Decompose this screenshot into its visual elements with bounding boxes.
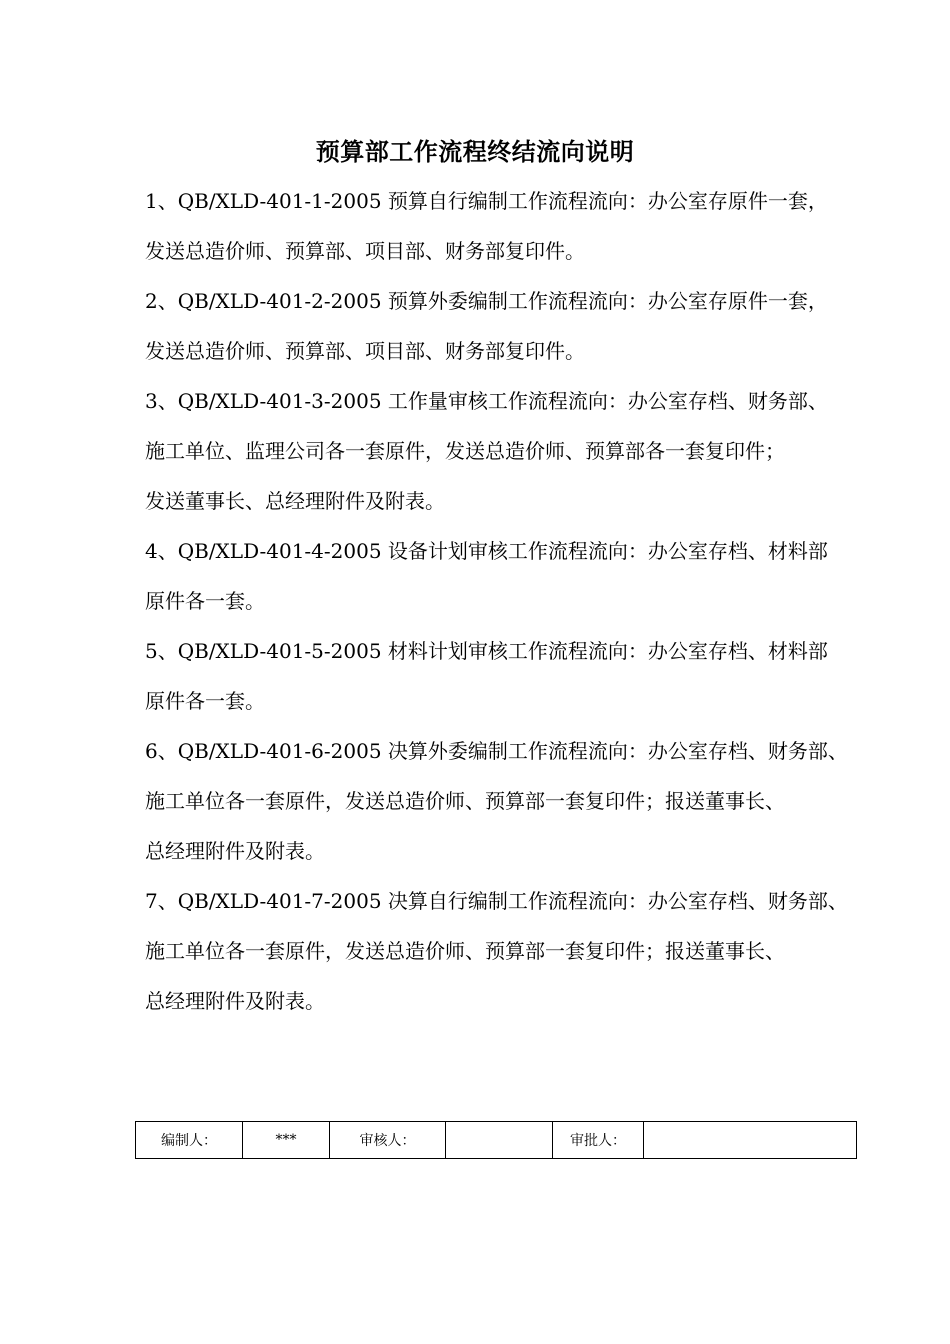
body-line: 施工单位各一套原件，发送总造价师、预算部一套复印件；报送董事长、 <box>145 939 785 963</box>
body-text <box>145 176 890 1026</box>
body-line: 原件各一套。 <box>145 689 265 713</box>
prepared-by-value: *** <box>243 1122 330 1159</box>
body-line: 3、QB/XLD-401-3-2005 工作量审核工作流程流向：办公室存档、财务部、 <box>145 389 828 413</box>
signature-row <box>136 1122 857 1159</box>
body-line: 原件各一套。 <box>145 589 265 613</box>
body-line: 4、QB/XLD-401-4-2005 设备计划审核工作流程流向：办公室存档、材料部 <box>145 539 828 563</box>
body-line: 施工单位、监理公司各一套原件，发送总造价师、预算部各一套复印件； <box>145 439 785 463</box>
body-line: 6、QB/XLD-401-6-2005 决算外委编制工作流程流向：办公室存档、财务部、 <box>145 739 848 763</box>
body-line: 总经理附件及附表。 <box>145 839 325 863</box>
prepared-by-label: 编制人： <box>136 1122 243 1159</box>
body-line: 7、QB/XLD-401-7-2005 决算自行编制工作流程流向：办公室存档、财务部、 <box>145 889 848 913</box>
approved-by-label: 审批人： <box>553 1122 644 1159</box>
signature-table <box>135 1121 857 1159</box>
body-line: 5、QB/XLD-401-5-2005 材料计划审核工作流程流向：办公室存档、材料部 <box>145 639 828 663</box>
reviewed-by-value <box>446 1122 553 1159</box>
page-title: 预算部工作流程终结流向说明 <box>315 137 635 166</box>
approved-by-value <box>644 1122 857 1159</box>
body-line: 施工单位各一套原件，发送总造价师、预算部一套复印件；报送董事长、 <box>145 789 785 813</box>
body-line: 发送总造价师、预算部、项目部、财务部复印件。 <box>145 239 585 263</box>
body-line: 1、QB/XLD-401-1-2005 预算自行编制工作流程流向：办公室存原件一套， <box>145 189 828 213</box>
body-line: 发送董事长、总经理附件及附表。 <box>145 489 445 513</box>
body-line: 2、QB/XLD-401-2-2005 预算外委编制工作流程流向：办公室存原件一套， <box>145 289 828 313</box>
body-line: 总经理附件及附表。 <box>145 989 325 1013</box>
body-line: 发送总造价师、预算部、项目部、财务部复印件。 <box>145 339 585 363</box>
reviewed-by-label: 审核人： <box>330 1122 446 1159</box>
